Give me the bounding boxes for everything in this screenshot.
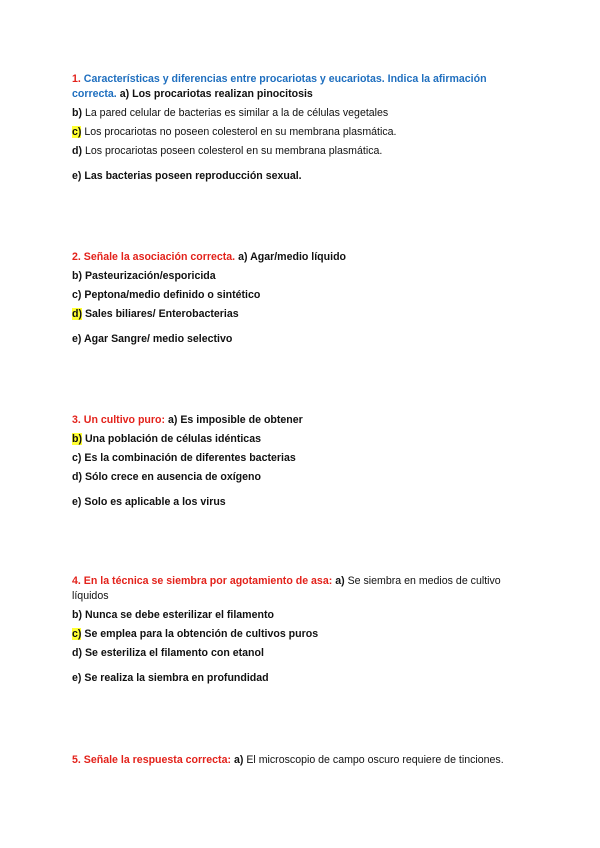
option-letter: b) — [72, 270, 82, 282]
option-e — [72, 671, 532, 686]
option-d — [72, 470, 532, 485]
question-header-line — [72, 574, 532, 604]
option-e — [72, 332, 532, 347]
option-text: Es la combinación de diferentes bacterias — [84, 452, 296, 464]
option-text: Se siembra en medios de cultivo líquidos — [72, 575, 501, 602]
option-letter: d) — [72, 471, 82, 483]
option-b — [72, 608, 532, 623]
option-text: Agar Sangre/ medio selectivo — [83, 333, 233, 345]
option-letter: c) — [72, 452, 82, 464]
highlighted-answer-letter: c) — [72, 126, 82, 138]
question-4 — [72, 574, 532, 690]
question-2 — [72, 250, 532, 351]
option-letter: a) — [335, 575, 345, 587]
option-text: Se realiza la siembra en profundidad — [84, 672, 269, 684]
option-text: Se esteriliza el filamento con etanol — [84, 647, 264, 659]
question-header: Características y diferencias entre procariotas y eucariotas. Indica la afirmación correcta. — [72, 73, 487, 100]
option-letter: a) — [167, 414, 178, 426]
option-text: El microscopio de campo oscuro requiere de tinciones. — [246, 754, 504, 766]
question-header: Señale la asociación correcta. — [83, 251, 236, 263]
option-letter: e) — [72, 496, 82, 508]
option-text: Las bacterias poseen reproducción sexual. — [84, 170, 302, 182]
option-text: Los procariotas realizan pinocitosis — [132, 88, 313, 100]
question-number: 3. — [72, 414, 81, 426]
option-text: La pared celular de bacterias es similar a la de células vegetales — [84, 107, 389, 119]
option-letter: c) — [72, 289, 82, 301]
question-1 — [72, 72, 532, 188]
highlighted-answer-letter: d) — [72, 308, 82, 320]
question-header-line — [72, 753, 532, 768]
question-number: 5. — [72, 754, 81, 766]
option-text: Es imposible de obtener — [180, 414, 303, 426]
option-letter: b) — [72, 609, 82, 621]
option-letter: e) — [72, 170, 82, 182]
option-letter: a) — [238, 251, 248, 263]
option-c — [72, 627, 532, 642]
option-text: Nunca se debe esterilizar el filamento — [84, 609, 274, 621]
option-text: Solo es aplicable a los virus — [84, 496, 226, 508]
question-number: 2. — [72, 251, 81, 263]
option-text: Sólo crece en ausencia de oxígeno — [84, 471, 261, 483]
option-letter: d) — [72, 145, 82, 157]
option-b — [72, 106, 532, 121]
option-c — [72, 125, 532, 140]
option-text: Los procariotas no poseen colesterol en su membrana plasmática. — [84, 126, 397, 138]
question-5 — [72, 753, 532, 772]
option-e — [72, 169, 532, 184]
option-text: Se emplea para la obtención de cultivos puros — [84, 628, 319, 640]
option-letter: d) — [72, 647, 82, 659]
option-text: Agar/medio líquido — [250, 251, 347, 263]
question-number: 1. — [72, 73, 81, 85]
option-letter: e) — [72, 672, 82, 684]
option-e — [72, 495, 532, 510]
option-text: Una población de células idénticas — [84, 433, 261, 445]
option-letter: b) — [72, 107, 82, 119]
option-text: Pasteurización/esporicida — [84, 270, 216, 282]
option-c — [72, 288, 532, 303]
question-header-line — [72, 413, 532, 428]
question-number: 4. — [72, 575, 81, 587]
option-d — [72, 307, 532, 322]
option-b — [72, 432, 532, 447]
option-d — [72, 144, 532, 159]
question-header-line — [72, 250, 532, 265]
option-letter: a) — [119, 88, 130, 100]
question-header: En la técnica se siembra por agotamiento de asa: — [83, 575, 333, 587]
option-text: Los procariotas poseen colesterol en su membrana plasmática. — [84, 145, 383, 157]
option-letter: a) — [233, 754, 244, 766]
option-c — [72, 451, 532, 466]
option-text: Sales biliares/ Enterobacterias — [84, 308, 239, 320]
option-b — [72, 269, 532, 284]
highlighted-answer-letter: b) — [72, 433, 82, 445]
option-d — [72, 646, 532, 661]
question-header-line — [72, 72, 532, 102]
question-3 — [72, 413, 532, 514]
highlighted-answer-letter: c) — [72, 628, 82, 640]
option-letter: e) — [72, 333, 82, 345]
question-header: Un cultivo puro: — [83, 414, 166, 426]
option-text: Peptona/medio definido o sintético — [84, 289, 261, 301]
question-header: Señale la respuesta correcta: — [83, 754, 232, 766]
